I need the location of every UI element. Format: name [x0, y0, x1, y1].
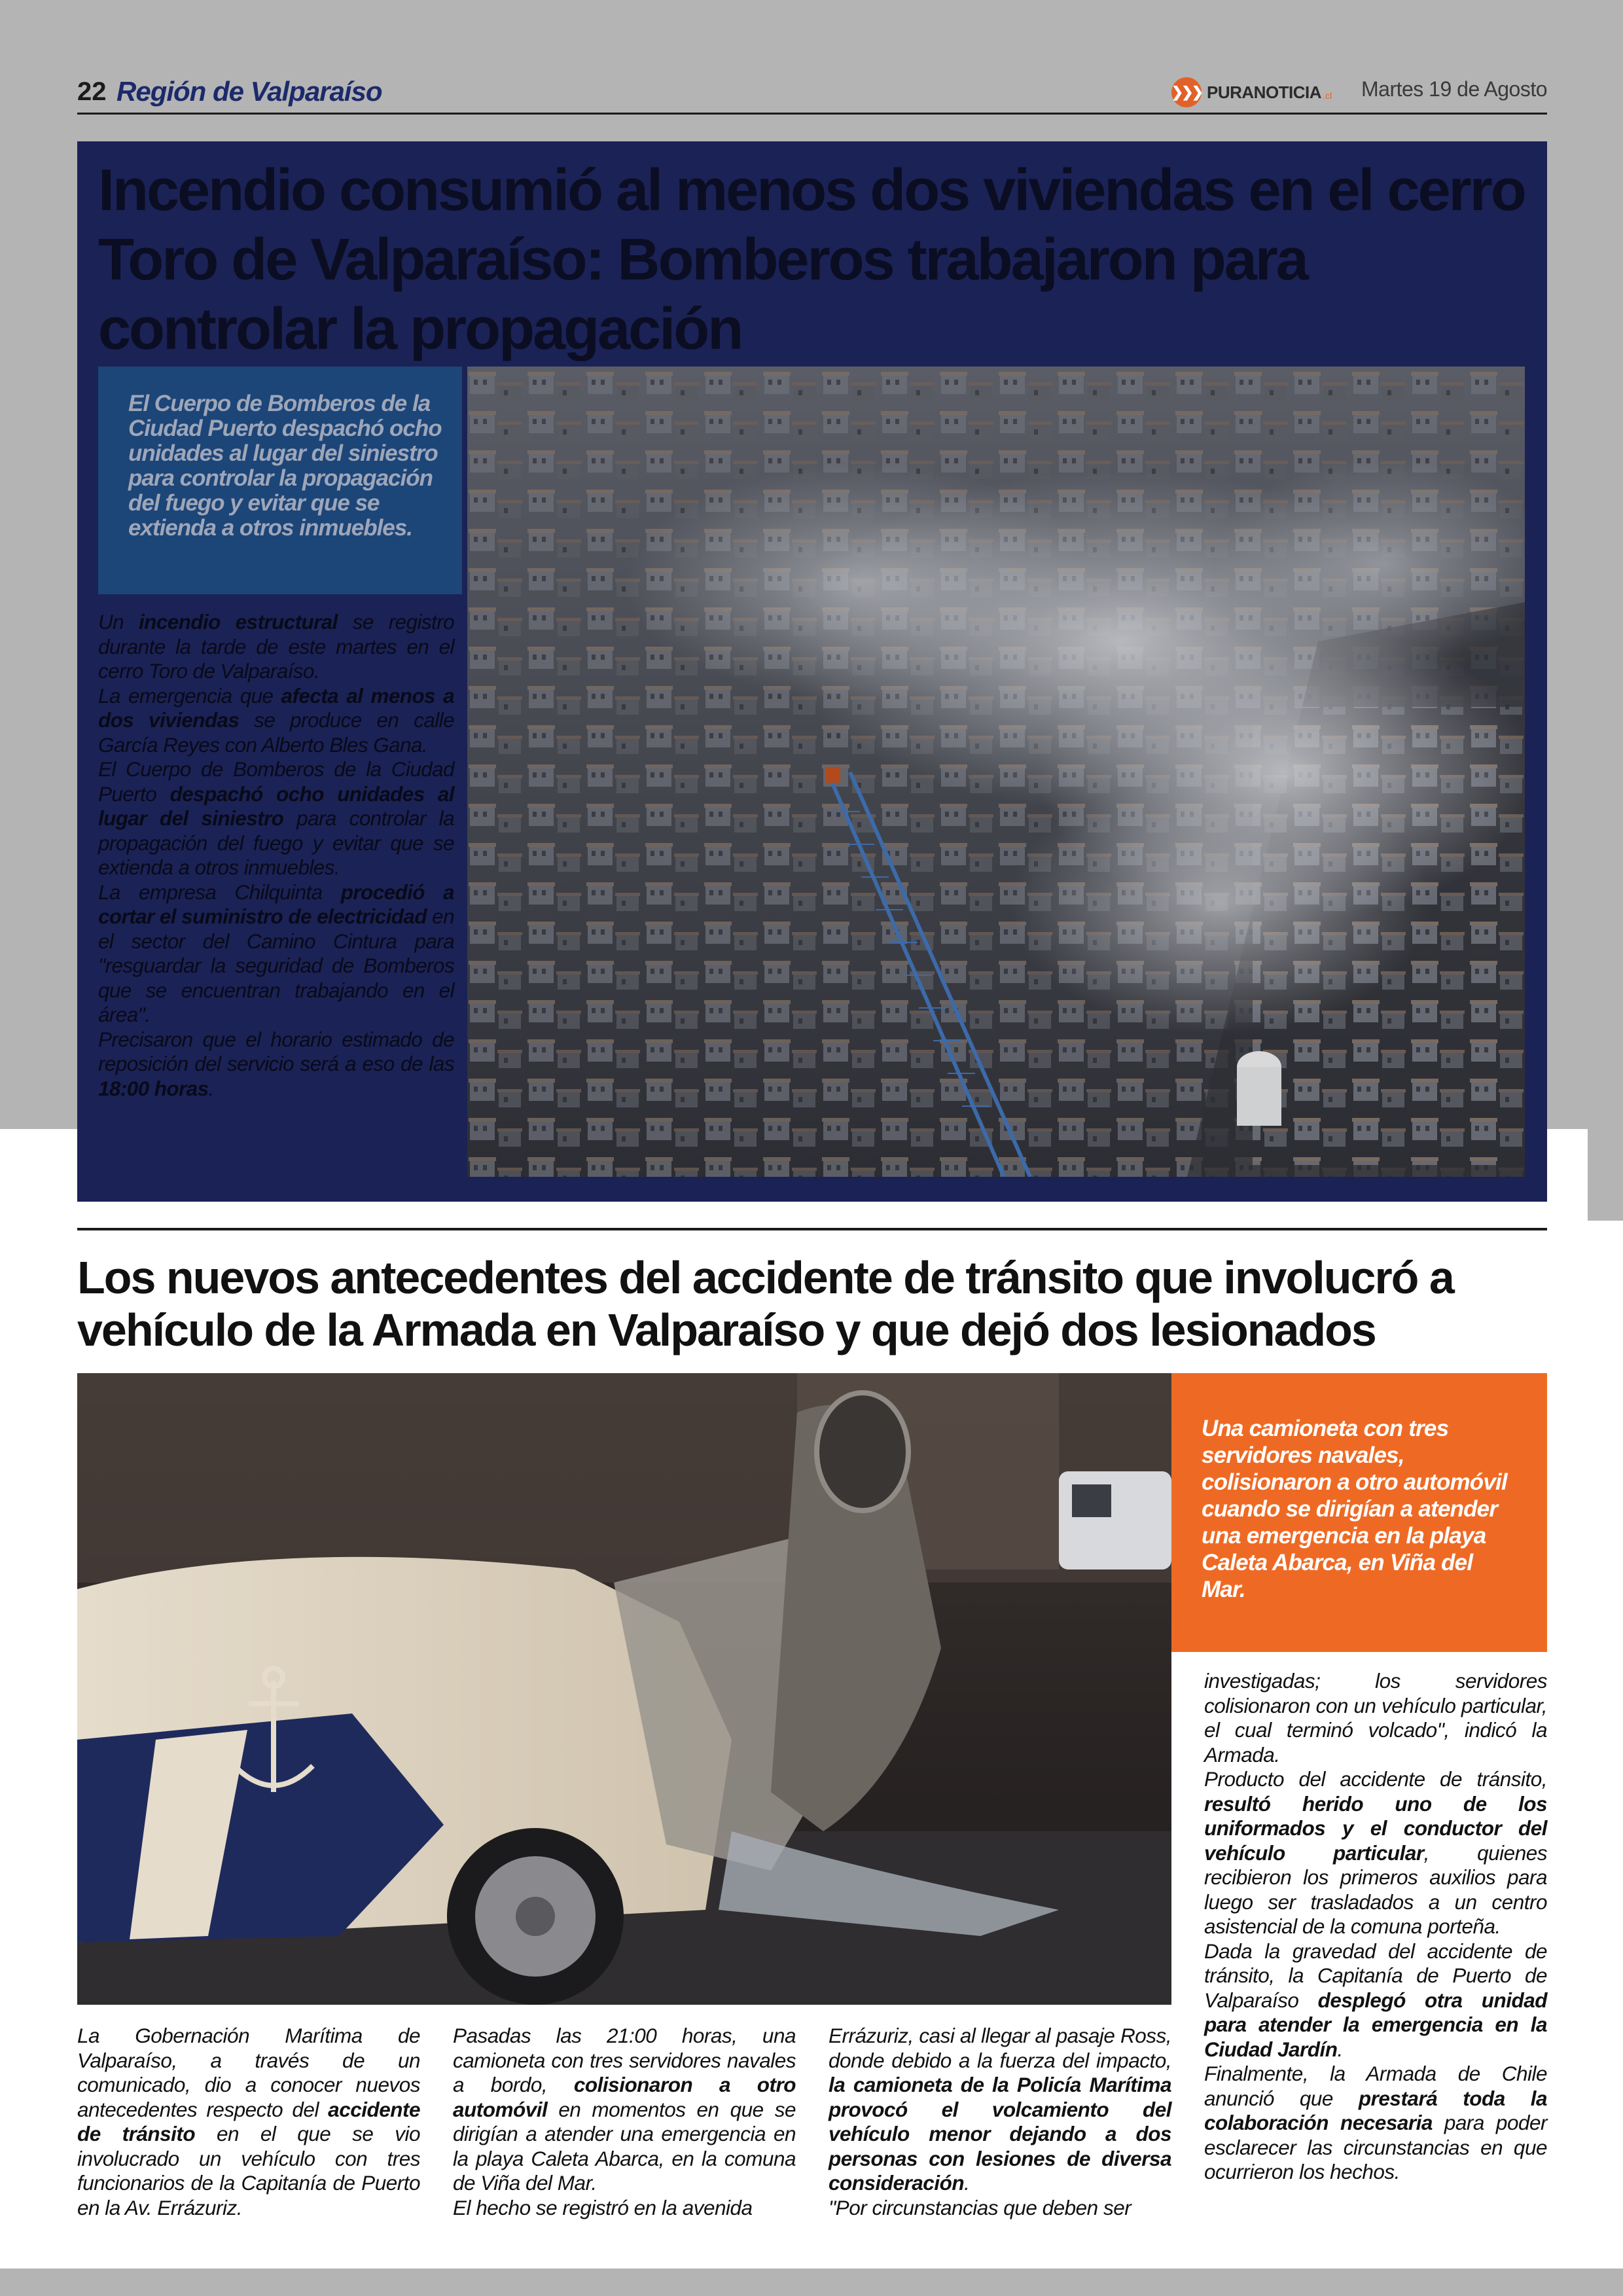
body-emphasis: la camioneta de la Policía Marítima provocó el volcamiento del vehículo menor dejando a dos personas con lesiones de diversa consideración	[829, 2073, 1171, 2195]
logo-suffix: .cl	[1323, 90, 1332, 101]
body-emphasis: 18:00 horas	[98, 1076, 209, 1100]
fire-photo-illustration	[467, 367, 1525, 1177]
body-paragraph	[829, 2196, 1171, 2221]
body-text: Errázuriz, casi al llegar al pasaje Ross, donde debido a la fuerza del impacto,	[829, 2024, 1171, 2072]
body-emphasis: desplegó otra unidad para atender la emergencia en la Ciudad Jardín	[1204, 1988, 1547, 2061]
body-paragraph	[1204, 1939, 1547, 2062]
page-background-right	[1588, 1129, 1623, 1221]
body-text: El Cuerpo de Bomberos de la Ciudad Puerto	[98, 757, 454, 806]
body-emphasis: resultó herido uno de los uniformados y el conductor del vehículo particular	[1204, 1791, 1547, 1865]
body-text: Dada la gravedad del accidente de tránsito, la Capitanía de Puerto de Valparaíso	[1204, 1939, 1547, 2012]
logo-text: PURANOTICIA	[1207, 82, 1322, 102]
section-divider	[77, 1228, 1547, 1230]
body-text: "Por circunstancias que deben ser	[829, 2195, 1132, 2219]
body-paragraph	[98, 757, 454, 880]
section-title: Región de Valparaíso	[116, 76, 382, 107]
body-paragraph	[98, 880, 454, 1028]
body-paragraph	[453, 2196, 796, 2221]
header-rule	[77, 113, 1547, 115]
page-header	[77, 73, 1547, 117]
body-emphasis: procedió a cortar el suministro de electricidad	[98, 880, 454, 928]
body-text: investigadas; los servidores colisionaron con un vehículo particular, el cual terminó volcado", indicó la Armada.	[1204, 1669, 1547, 1767]
body-text: en momentos en que se dirigían a atender una emergencia en la playa Caleta Abarca, en la comuna de Viña del Mar.	[453, 2097, 796, 2195]
crash-photo	[77, 1373, 1171, 2005]
body-paragraph	[829, 2024, 1171, 2196]
body-text: en el que se vio involucrado un vehículo con tres funcionarios de la Capitanía de Puerto en la Av. Errázuriz.	[77, 2122, 420, 2219]
body-text: La Gobernación Marítima de Valparaíso, a través de un comunicado, dio a conocer nuevos antecedentes respecto del	[77, 2024, 420, 2121]
body-paragraph	[98, 610, 454, 684]
accident-article-column-1	[77, 2024, 420, 2220]
accident-article-column-2	[453, 2024, 796, 2220]
body-text: para controlar la propagación del fuego y evitar que se extienda a otros inmuebles.	[98, 806, 455, 879]
body-paragraph	[453, 2024, 796, 2196]
body-emphasis: incendio estructural	[139, 610, 338, 634]
body-text: .	[208, 1076, 214, 1100]
body-text: en el sector del Camino Cintura para "resguardar la seguridad de Bomberos que se encuentran trabajando en el área".	[98, 905, 454, 1026]
body-text: La empresa Chilquinta	[98, 880, 341, 904]
publication-logo	[1171, 76, 1332, 109]
accident-article-headline: Los nuevos antecedentes del accidente de tránsito que involucró a vehículo de la Armada en Valparaíso y que dejó dos lesionados	[77, 1252, 1454, 1355]
fire-article-deck: El Cuerpo de Bomberos de la Ciudad Puerto despachó ocho unidades al lugar del siniestro para controlar la propagación del fuego y evitar que se extienda a otros inmuebles.	[98, 367, 462, 594]
page-background-bottom	[0, 2269, 1623, 2296]
body-emphasis: despachó ocho unidades al lugar del siniestro	[98, 781, 454, 830]
body-emphasis: afecta al menos a dos viviendas	[98, 683, 454, 732]
body-paragraph	[1204, 1669, 1547, 1767]
body-text: El hecho se registró en la avenida	[453, 2195, 753, 2219]
body-text: Finalmente, la Armada de Chile anunció que	[1204, 2062, 1547, 2110]
body-text: se produce en calle García Reyes con Alberto Bles Gana.	[98, 708, 454, 757]
crash-photo-illustration	[77, 1373, 1171, 2005]
body-paragraph	[1204, 1767, 1547, 1939]
body-text: Un	[98, 610, 139, 634]
issue-date: Martes 19 de Agosto	[1361, 77, 1547, 101]
accident-article-deck: Una camioneta con tres servidores navales, colisionaron a otro automóvil cuando se dirigían a atender una emergencia en la playa Caleta Abarca, en Viña del Mar.	[1171, 1373, 1547, 1652]
body-paragraph	[98, 684, 454, 758]
fire-article-headline: Incendio consumió al menos dos viviendas en el cerro Toro de Valparaíso: Bomberos trabajaron para controlar la propagación	[98, 158, 1525, 362]
accident-article-column-3	[829, 2024, 1171, 2220]
body-emphasis: accidente de tránsito	[77, 2097, 420, 2145]
fire-article-body	[98, 610, 454, 1101]
body-paragraph	[1204, 2062, 1547, 2185]
fire-article	[77, 141, 1547, 1202]
body-text: .	[964, 2171, 970, 2195]
body-text: para poder esclarecer las circunstancias en que ocurrieron los hechos.	[1204, 2111, 1547, 2183]
page-number: 22	[77, 77, 107, 106]
body-paragraph	[98, 1028, 454, 1102]
body-text: se registro durante la tarde de este martes en el cerro Toro de Valparaíso.	[98, 610, 454, 683]
accident-article-column-4	[1204, 1669, 1547, 2185]
body-paragraph	[77, 2024, 420, 2220]
body-text: , quienes recibieron los primeros auxilios para luego ser trasladados a un centro asistencial de la comuna porteña.	[1204, 1840, 1547, 1938]
fire-smoke-photo	[467, 367, 1525, 1177]
body-text: Producto del accidente de tránsito,	[1204, 1767, 1547, 1791]
body-text: Pasadas las 21:00 horas, una camioneta con tres servidores navales a bordo,	[453, 2024, 796, 2096]
logo-chevrons-icon: ❯❯❯	[1171, 77, 1202, 107]
body-emphasis: prestará toda la colaboración necesaria	[1204, 2086, 1547, 2134]
body-text: La emergencia que	[98, 683, 281, 708]
body-text: .	[1337, 2037, 1343, 2061]
body-emphasis: colisionaron a otro automóvil	[453, 2073, 796, 2121]
body-text: Precisaron que el horario estimado de reposición del servicio será a eso de las	[98, 1027, 454, 1075]
